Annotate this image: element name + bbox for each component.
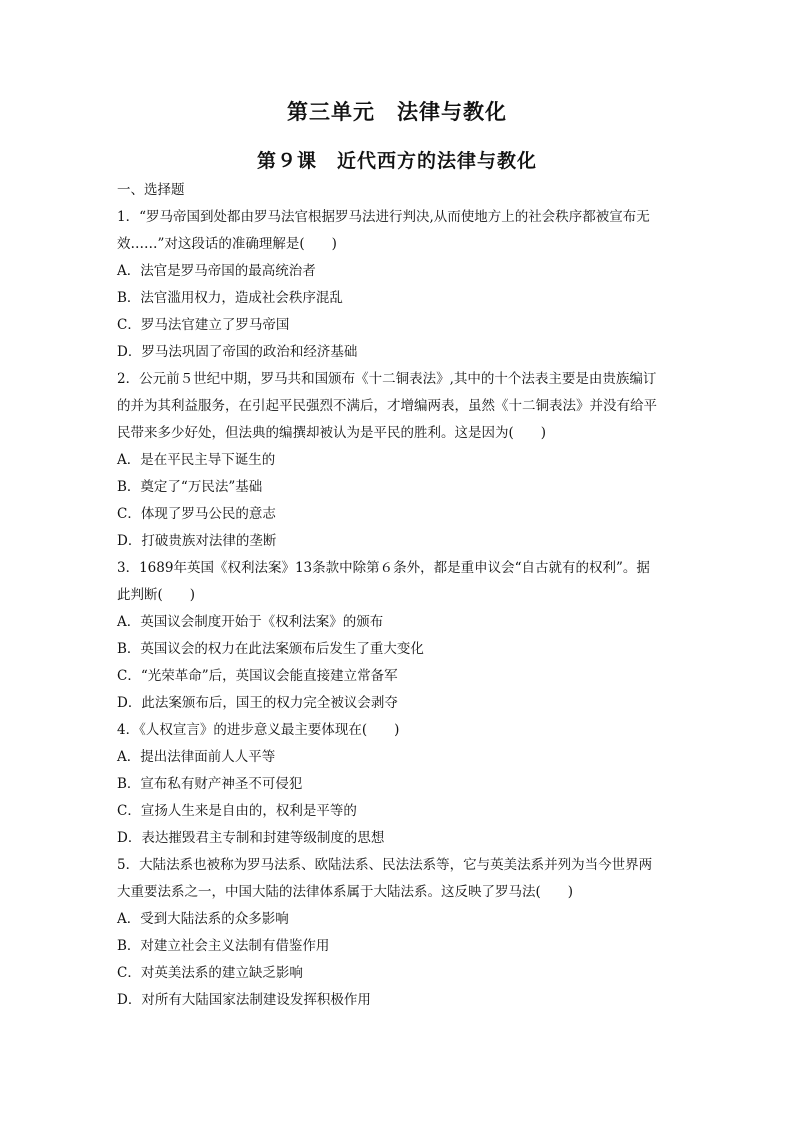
question-3-stem-line-2: 此判断( ): [117, 587, 196, 603]
question-1-stem-line-1: 1．“罗马帝国到处都由罗马法官根据罗马法进行判决,从而使地方上的社会秩序都被宣布无: [117, 209, 650, 225]
question-1-option-d: D．罗马法巩固了帝国的政治和经济基础: [117, 344, 358, 360]
question-5-option-d: D．对所有大陆国家法制建设发挥积极作用: [117, 992, 371, 1008]
question-5-option-b: B．对建立社会主义法制有借鉴作用: [117, 938, 330, 954]
question-2-stem-line-1: 2．公元前５世纪中期，罗马共和国颁布《十二铜表法》,其中的十个法表主要是由贵族编订: [117, 371, 657, 387]
question-3-option-b: B．英国议会的权力在此法案颁布后发生了重大变化: [117, 641, 424, 657]
question-2-option-d: D．打破贵族对法律的垄断: [117, 533, 277, 549]
question-1-option-b: B．法官滥用权力，造成社会秩序混乱: [117, 290, 343, 306]
question-4-option-b: B．宣布私有财产神圣不可侵犯: [117, 776, 303, 792]
question-1-option-c: C．罗马法官建立了罗马帝国: [117, 317, 290, 333]
question-1-stem-line-2: 效……”对这段话的准确理解是( ): [117, 236, 337, 252]
unit-title: 第三单元 法律与教化: [287, 99, 507, 124]
question-4-option-a: A．提出法律面前人人平等: [117, 749, 276, 765]
question-2-option-a: A．是在平民主导下诞生的: [117, 452, 276, 468]
section-label: 一、选择题: [117, 182, 185, 198]
question-4-option-d: D．表达摧毁君主专制和封建等级制度的思想: [117, 830, 385, 846]
question-5-option-a: A．受到大陆法系的众多影响: [117, 911, 289, 927]
question-5-option-c: C．对英美法系的建立缺乏影响: [117, 965, 303, 981]
question-1-option-a: A．法官是罗马帝国的最高统治者: [117, 263, 316, 279]
question-2-option-c: C．体现了罗马公民的意志: [117, 506, 276, 522]
question-5-stem-line-1: 5．大陆法系也被称为罗马法系、欧陆法系、民法法系等，它与英美法系并列为当今世界两: [117, 857, 653, 873]
question-2-stem-line-3: 民带来多少好处，但法典的编撰却被认为是平民的胜利。这是因为( ): [117, 425, 547, 441]
question-5-stem-line-2: 大重要法系之一，中国大陆的法律体系属于大陆法系。这反映了罗马法( ): [117, 884, 574, 900]
question-4-option-c: C．宣扬人生来是自由的，权利是平等的: [117, 803, 357, 819]
question-2-stem-line-2: 的并为其利益服务，在引起平民强烈不满后，才增编两表，虽然《十二铜表法》并没有给平: [117, 398, 657, 414]
question-3-option-a: A．英国议会制度开始于《权利法案》的颁布: [117, 614, 384, 630]
question-2-option-b: B．奠定了“万民法”基础: [117, 479, 263, 495]
question-3-stem-line-1: 3．1689年英国《权利法案》13条款中除第６条外，都是重申议会“自古就有的权利”。据: [117, 560, 650, 576]
question-3-option-d: D．此法案颁布后，国王的权力完全被议会剥夺: [117, 695, 398, 711]
question-4-stem-line-1: 4．《人权宣言》的进步意义最主要体现在( ): [117, 722, 400, 738]
question-3-option-c: C．“光荣革命”后，英国议会能直接建立常备军: [117, 668, 398, 684]
lesson-title: 第９课 近代西方的法律与教化: [256, 150, 537, 172]
